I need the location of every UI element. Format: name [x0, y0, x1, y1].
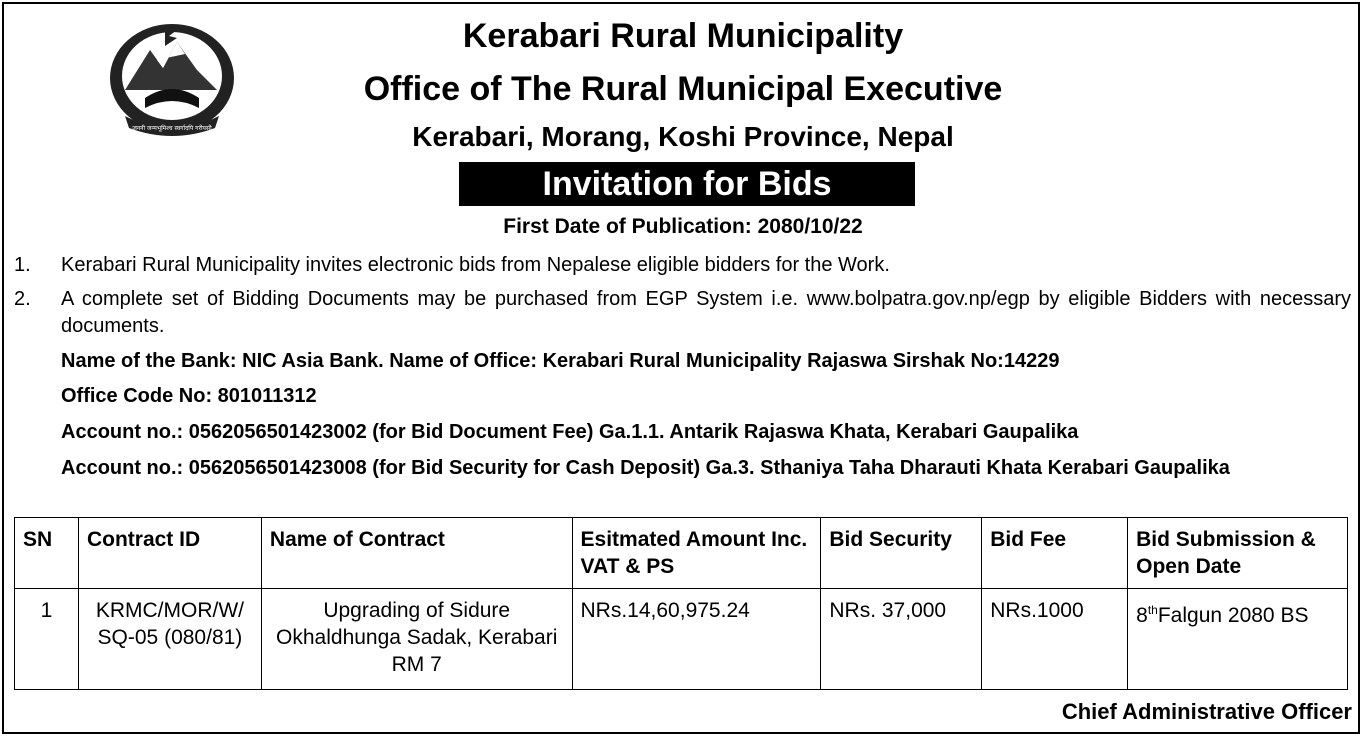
account-bid-fee: Account no.: 0562056501423002 (for Bid Document Fee) Ga.1.1. Antarik Rajaswa Khata, Kerabari Gaupalika [61, 421, 1079, 443]
cell-estimated: NRs.14,60,975.24 [572, 589, 821, 690]
table-header-row [15, 518, 1348, 589]
col-header-estimated: Esitmated Amount Inc. VAT & PS [572, 518, 821, 589]
table-row [15, 589, 1348, 690]
col-header-contract-id: Contract ID [78, 518, 261, 589]
bid-table [14, 517, 1348, 690]
office-code: Office Code No: 801011312 [61, 385, 317, 407]
publication-date: First Date of Publication: 2080/10/22 [503, 215, 863, 238]
submission-suffix: th [1147, 603, 1158, 617]
col-header-name: Name of Contract [261, 518, 572, 589]
submission-date: Falgun 2080 BS [1157, 604, 1309, 627]
item-number: 2. [14, 288, 31, 310]
cell-security: NRs. 37,000 [821, 589, 982, 690]
col-header-fee: Bid Fee [982, 518, 1128, 589]
notice-title: Invitation for Bids [459, 162, 915, 206]
col-header-submission: Bid Submission & Open Date [1128, 518, 1348, 589]
bank-details: Name of the Bank: NIC Asia Bank. Name of Office: Kerabari Rural Municipality Rajaswa Sirshak No:14229 [61, 350, 1060, 372]
cell-sn: 1 [15, 589, 79, 690]
emblem-motto: जननी जन्मभूमिश्च स्वर्गादपि गरीयसी [132, 125, 212, 132]
org-name: Kerabari Rural Municipality [462, 17, 904, 55]
signature: Chief Administrative Officer [1061, 699, 1352, 724]
item-2-text: A complete set of Bidding Documents may be purchased from EGP System i.e. www.bolpatra.gov.np/egp by eligible Bidders with necessary documents. [61, 288, 1351, 337]
office-name: Office of The Rural Municipal Executive [363, 70, 1003, 108]
account-bid-security: Account no.: 0562056501423008 (for Bid Security for Cash Deposit) Ga.3. Sthaniya Taha Dharauti Khata Kerabari Gaupalika [61, 457, 1230, 479]
cell-submission [1128, 589, 1348, 690]
item-1-text: Kerabari Rural Municipality invites electronic bids from Nepalese eligible bidders for the Work. [61, 254, 890, 276]
col-header-sn: SN [15, 518, 79, 589]
address: Kerabari, Morang, Koshi Province, Nepal [412, 121, 954, 152]
cell-fee: NRs.1000 [982, 589, 1128, 690]
submission-day: 8 [1136, 604, 1148, 627]
item-number: 1. [14, 254, 31, 276]
cell-contract-id: KRMC/MOR/W/ SQ-05 (080/81) [78, 589, 261, 690]
col-header-security: Bid Security [821, 518, 982, 589]
cell-name: Upgrading of Sidure Okhaldhunga Sadak, Kerabari RM 7 [261, 589, 572, 690]
